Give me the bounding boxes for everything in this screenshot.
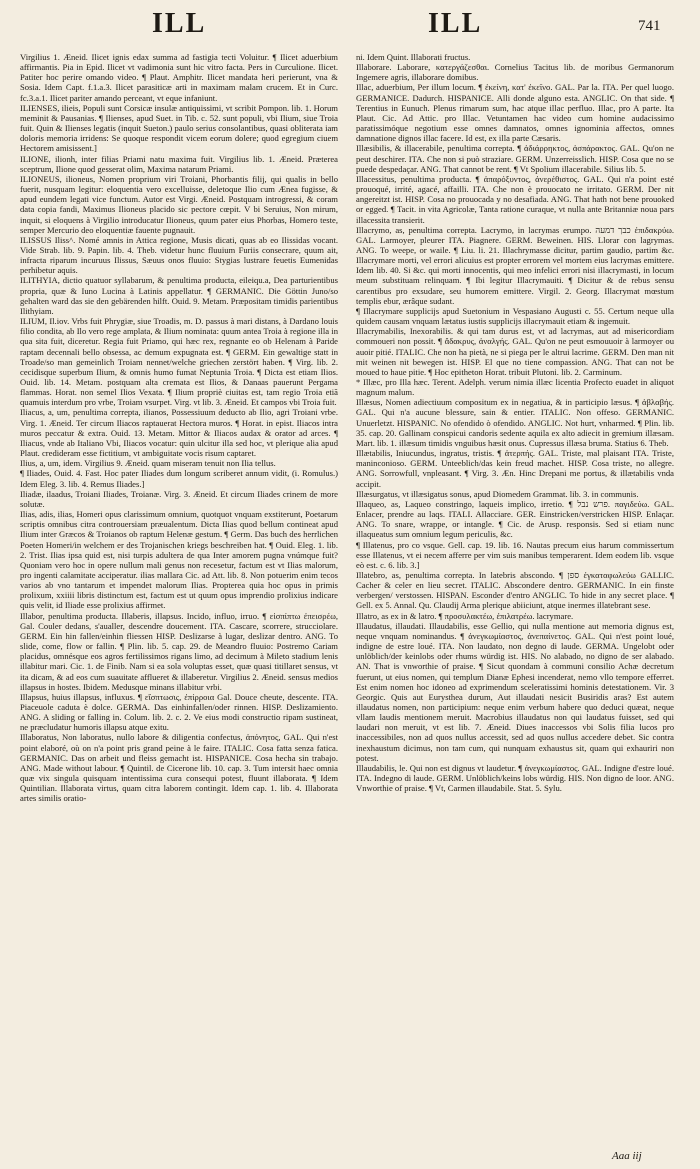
entry: ILIUM, Il.iov. Vrbs fuit Phrygiæ, siue Troadis, m. D. passus à mari distans, à Dardano louis filio condita, ab Ilo vero rege amplata, & Ilium nominata: quum antea Troia à regione illa in qua sita fuit, diceretur. Regia fuit Priamo, qui hæc rex, regnante eo ob Helenam à Paride raptam decennali bello obsessa, ac demum expugnata est. ¶ GERM. Ein gewaltige statt in Troade/so man gemeinlich Troiam nennet/welche griechen zerstört haben. ¶ Virg. lib. 2. cecidisque superbum Ilium, & omnis humo fumat Neptunia Troia. ¶ Dicta est etiam Ilios. Ouid. lib. 14. Metam. postquam alta cremata est Ilios, & Danaas pauerunt Pergama flammas. Horat. non semel Ilios Vexata. ¶ Ilium propriè ciuitas est, tam regio Troia etiã quamuis interdum pro vrbe, Troiam vsurpet. Virg. vt lib. 3. Æneid. Et campos vbi Troia fuit. bbox=[20, 316, 338, 408]
entry: ¶ Illatenus, pro co vsque. Gell. cap. 19. lib. 16. Nautas precum eius harum commissertum esse Illatenus, vt ei necem afferre per vim suis manibus temperarent. Idem eodem lib. vsque eò est. c. 6. lib. 3.] bbox=[356, 539, 674, 570]
entry: ILISSUS Iliss^. Nomé amnis in Attica regione, Musis dicati, quas ab eo Ilissidas vocant. Vide Strab. lib. 9. Papin. lib. 4. Theb. videtur hunc fluuium Furiis consecrare, quum ait, infracta riparum incuruus Ilissus, Sæuus onos fluuio: Stygias lustrare feuetis Eumenidas perhibetur aquis. bbox=[20, 234, 338, 276]
entry: Illæsibilis, & illacerabile, penultima correpta. ¶ ἀδιάρρηκτος, ἀσπάρακτος. GAL. Qu'on ne peut deschirer. ITA. Che non si può straziare. GERM. Unzerreisslich. HISP. Cosa que no se puede despedaçar. ANG. That cannot be rent. ¶ Vt Spolium illacerabile. Silius lib. 5. bbox=[356, 143, 674, 174]
running-head-right: ILL bbox=[428, 8, 483, 39]
entry: Ilius, a, um, idem. Virgilius 9. Æneid. quam miseram tenuit non Ilia tellus. bbox=[20, 458, 276, 469]
entry: Illapsus, huius illapsus, influxus. ¶ εἴσπτωσις, ἐπίρροια Gal. Douce cheute, descente. ITA. Piaceuole caduta è dolce. GERMA. Das einhinfallen/oder rinnen. HISP. Deslizamiento. ANG. A sliding or falling in. Colum. lib. 2. c. 2. Ve eius modi constructio ripam sustineat, ne præcludatur humoris illapsu atque exitu. bbox=[20, 691, 338, 733]
right-column bbox=[356, 52, 674, 1150]
entry: Illac, aduerbium, Per illum locum. ¶ ἐκείνη, κατ' ἐκεῖνο. GAL. Par la. ITA. Per quel luogo. GERMANICE. Dadurch. HISPANICE. Alli donde alguno esta. ANGLIC. On that side. ¶ Terentius in Eunuch. Plenus rimarum sum, hac atque illac perfluo. Illac, pro A parte. Ita Plaut. Cic. Ad Attic. pro Illac. Vetuntamen hac video cum homine audacissimo paratissimóque negotium esse omnes damnatos, omnes ignominia affectos, omnes damnatione dignos illac facere. Id est, ex illa parte Cæsaris. bbox=[356, 82, 674, 144]
entry: Virgilius 1. Æneid. Ilicet ignis edax summa ad fastigia tecti Voluitur. ¶ Ilicet aduerbium affirmantis. Pia in Epid. Ilicet vt vadimonia sunt hic vitro facta. Pers in Curculione. Ilicet. Patiter hoc perire omando video. ¶ Plaut. Amphitr. Ilicet mandata heri perierunt, vna & Sosia. Idem Capt. f.1.a.3. Ilicet parasiticæ arti in maximam malam crucem. Et in Curc. fc.3.a.1. Ilicet pariter amando perceant, vt eque infaniunt. bbox=[20, 52, 338, 103]
entry: Illætabilis, Iniucundus, ingratus, tristis. ¶ ἀτερπής. GAL. Triste, mal plaisant ITA. Triste, maninconioso. GERM. Unteeblich/das kein freud machet. HISP. Cosa triste, no allegre. ANG. Sorrowfull, vnpleasant. ¶ Virg. 3. Æn. Hinc Drepani me portus, & illætabilis vnda accipit. bbox=[356, 448, 674, 489]
entry: * Illæc, pro Illa hæc. Terent. Adelph. verum nimia illæc licentia Profecto euadet in aliquot magnum malum. bbox=[356, 377, 674, 398]
entry: ILIENSES, ilieis, Populi sunt Corsicæ insulæ antiquissimi, vt scribit Pompon. lib. 1. Horum meminit & Pausanias. ¶ Ilienses, apud Suet. in Tib. c. 52. sunt populi, vbi Ilium, siue Troia fuit. Quin & Ilienses legatis (inquit Sueton.) paulo serius consolantibus, quasi obliterata iam doloris memoria irridens: Se quoque respondit vicem eorum dolere; quod egregium ciuem Hectorem amisissent.] bbox=[20, 102, 338, 154]
entry: Illatebro, as, penultima correpta. In latebris abscondo. ¶ ספן ἐγκαταφωλεύω GALLIC. Cacher & celer en lieu secret. ITALIC. Abscondere dentro. GERMANIC. In ein finste verbergen/ verstossen. HISPAN. Esconder d'entro ANGLIC. To hide in any secret place. ¶ Gell. ex 5. Annal. Qu. Claudij Arma plerique abiiciunt, atque inermes illatebrant sese. bbox=[356, 569, 674, 611]
entry: ILIONE, ilionh, inter filias Priami natu maxima fuit. Virgilius lib. 1. Æneid. Præterea sceptrum, Ilione quod gesserat olim, Maxima natarum Priami. bbox=[20, 153, 338, 174]
entry: Illæsus, Nomen adiectiuum compositum ex in negatiua, & in participio læsus. ¶ ἀβλαβής. GAL. Qui n'a aucune blessure, sain & entier. ITALIC. Non offeso. GERMANIC. Unuerletzt. HISPANIC. No ofendido ò ofendido. ANGLIC. Not hurt, vnharmed. ¶ Plin. lib. 35. cap. 20. Gallinam conspicui candoris sedente aquila ex alto adiecit in gremium illæsam. Mart. lib. 1. illæsum timidis vnguibus hæsit onus. Cupressus illæsa bruma. Statius 6. Theb. bbox=[356, 397, 674, 448]
running-head bbox=[0, 4, 700, 44]
entry: Illæsurgatus, vt illæsigatus sonus, apud Diomedem Grammat. lib. 3. in communis. bbox=[356, 488, 639, 499]
entry: ¶ Iliades, Ouid. 4. Fast. Hoc pater Iliades dum longum scriberet annum vidit, (i. Romulus.) Idem Eleg. 3. lib. 4. Remus Iliades.] bbox=[20, 468, 338, 489]
entry: Iliacus, a, um, penultima correpta, ilianos, Possessiuum deducto ab Ilio, agri Troiani vrbe. Virg. 1. Æneid. Ter circum Iliacos raptauerat Hectora muros. ¶ Horat. in epist. Iliacos intra muros peccatur & extra. Ouid. 13. Metam. Mittor & Iliacos audax & orator ad arces. ¶ Iliacus, vnde ab Italiano Vbi, Iliacos vocatur: quin ulcitur illa sed hoc, vt plerique alia apud Plaut. credideram esse fictitium, vt ambiguitate vocis risum captaret. bbox=[20, 407, 338, 459]
entry: Illatro, as ex in & latro. ¶ προσυλακτέω, ἐπιλατρέω. lacrymare. bbox=[356, 610, 574, 621]
entry: ni. Idem Quint. Illaborati fructus. bbox=[356, 52, 471, 62]
entry: Illaboratus, Non laboratus, nullo labore & diligentia confectus, ἀπόνητος, GAL. Qui n'est point elaboré, où on n'a point pris grand peine à le faire. ITALIC. Cosa fatta senza fatica. GERMANIC. Das on arbeit und fleiss gemacht ist. HISPANICE. Cosa hecha sin trabajo. ANG. Made without labour. ¶ Quintil. de Cicerone lib. 10. cap. 3. Tum intersit haec omnia quæ vix singula quisquam intentissima cura consequi potest, fluunt illaborata. ¶ Idem Quintilian. Illaborata virtus, quam citra laborem contingit. Idem cap. 1. lib. 4. Illaborata artes similis oratio- bbox=[20, 732, 338, 804]
entry: Illaborare. Laborare, κατεργάζεσθαι. Cornelius Tacitus lib. de moribus Germanorum Ingemere agris, illaborare domibus. bbox=[356, 62, 674, 83]
entry: Illaudatus, illaudati. Illaudabilis, esse Gellio, qui nulla mentione aut memoria dignus est, neque vnquam nominandus. ¶ ἀνεγκωμίαστος, ἀνεπαίνετος. GAL. Qui n'est point loué, indigne de estre loué. ITA. Non laudato, non degno di laude. GERMA. Ungelobt oder unlöblich/der keinlobs oder rhums würdig ist. HIS. No alabado, no digno de ser alabado. AN. That is vnworthie of praise. ¶ Sicut quondam à communi consilio Achæ decretum fuerunt, ut eius nomen, qui templum Dianæ Ephesi incenderat, nemo vllo tempore efferret. Est enim nomen hoc idoneo ad exprimendum sceleratissimi hominis detestationem. Vir. 3 Georgic. Quis aut Eurysthea durum, Aut illaudati nesicit Busiridis aras? Est autem illaudatus nomen, non participium: neque enim verbum habere quo deduci quæat, neque vllam laudis mentionem meruit. Macrobius illaudatus non qui laudatus fuisset, sed qui laudari non meruit, vt est lib. 7. Æneid. Diues inaccessos vbi Solis filia lucos pro inaccessibiles, non ad quos nullus accessit, sed ad quos nullus accedere debet. Sic contra inexhaustum dicimus, non tam cum, qui nunquam exhaustus sit, quam qui exhauriri non potest. bbox=[356, 620, 674, 763]
entry: Illacessitus, penultima producta. ¶ ἀπαρόξυντος, ἀνερέθιστος. GAL. Qui n'a point esté prouoqué, irrité, agacé, affailli. ITA. Che non è prouocato ne irritato. GERM. Der nit angereitzt ist. HISP. Cosa no prouocada y no desafiada. ANG. That hath not bene prouoked or egged. ¶ Tacit. in vita Agricolæ, Tanta ratione curaque, vt nulla ante Britanniæ noua pars illacessita transierit. bbox=[356, 173, 674, 225]
signature-mark: Aaa iij bbox=[612, 1150, 642, 1162]
entry: ¶ Illacrymare supplicijs apud Suetonium in Vespasiano Augusti c. 55. Certum neque ulla quidem causam vnquam lætatus iustis supplicijs illacrymauit etiam & ingemuit. bbox=[356, 305, 674, 327]
entry: Illacrymo, as, penultima correpta. Lacrymo, in lacrymas erumpo. כבך דמעה ἐπιδακρύω. GAL. Larmoyer, pleurer ITA. Piagnere. GERM. Beweinen. HIS. Llorar con lagrymas. ANG. To weepe, or waile. ¶ Liu. li. 21. Illachrymasse dicitur, partim gaudio, partim &c. Illacrymare morti, vel errori alicuius est propter errorem vel mortem eius lacrymas emittere. Idem lib. 40. Si &c. qui morti innocentis, qui meo infelici errori nisi illacrymasti, in locum meum substituam relinquam. ¶ Ibi legitur Illacrymauiti. ¶ Dicitur & de rebus sensu carentibus pro exsudare, seu humorem emittere. Virgil. 2. Georg. Illacrymat mœstum templis ebur, ærâque sudant. bbox=[356, 224, 674, 306]
entry: Illaudabilis, le. Qui non est dignus vt laudetur. ¶ ἀνεγκωμίαστος. GAL. Indigne d'estre loué. ITA. Indegno di laude. GERM. Unlöblich/keins lobs würdig. HIS. Non digno de loor. ANG. Vnworthie of praise. ¶ Vt, Carmen illaudabile. Stat. 5. Sylu. bbox=[356, 762, 674, 794]
running-head-left: ILL bbox=[152, 8, 207, 39]
page-number: 741 bbox=[638, 18, 661, 34]
entry: Illaqueo, as, Laqueo constringo, laqueis implico, irretio. ¶ פרש נבל. παγιδεύω. GAL. Enlacer, prendre au laqs. ITALI. Allacciare. GER. Einstricken/verstricken HISP. Enlaçar. ANG. To snare, wrappe, or intangle. ¶ Cic. de Arusp. responsis. Sed si etiam nunc illaqueatus sum omnium legum periculis, &c. bbox=[356, 498, 674, 540]
left-column bbox=[20, 52, 338, 1150]
entry: ILIONEUS, ilioneus, Nomen proprium viri Troiani, Phorbantis filij, qui qualis in bello fuerit, nusquam legitur: eloquentia vero excelluisse, deletoque Ilio cum Ænea fugisse, & apud eundem legati vice functum. Autor est Virgi. Æneid. Postquam introgressi, & coram data copia fandi, Maximus Ilioneus placido sic pectore cœpit. V bi Seruius, Non mirum, inquit, si eloquens à Virgilio introducatur Ilioneus, quum pater eius Phorbas, Homero teste, semper Mercurio deo eloquentiæ fauente pugnauit. bbox=[20, 173, 338, 235]
entry: Illacrymabilis, Inexorabilis. & qui tam durus est, vt ad lacrymas, aut ad misericordiam commoueri non possit. ¶ ἄδακρυς, ἀναλγής. GAL. Qu'on ne peut esmouuoir à larmoyer ou auoir pitié. ITALIC. Che non ha pietà, ne si piega per le altrui lacrime. GERM. Den man nit mit weinen nit bewegen ist. HISP. El que no tiene compassion. ANG. That can not be moued to haue pitie. ¶ Hoc epitheton Horat. tribuit Plutoni. lib. 2. Carminum. bbox=[356, 326, 674, 377]
entry: ILITHYIA, dictio quatuor syllabarum, & penultima producta, eileiqu.a, Dea parturientibus propria, quæ & Iuno Lucina à Latinis appellatur. ¶ GERMANIC. Die Göttin Juno/so gehalten ward das sie den gebärenden hilft. Ouid. 9. Metam. Præpositam timidis parientibus Ilithyiam. bbox=[20, 275, 338, 316]
entry: Illabor, penultima producta. Illaberis, illapsus. Incido, influo, irruo. ¶ εἰσπίπτω ἐπεισρέω, Gal. Couler dedans, s'aualler, descendre doucement. ITA. Cascare, scorrere, strucciolare. GERM. Ein hin fallen/einhin fliessen HISP. Deslizarse à lugar, deslizar dentro. ANG. To slide, come, flow or fallin. ¶ Plin. lib. 5. cap. 29. de Meandro fluuio: Postremo Cariam placidus, omnésque eos agros fertilissimos rigans limo, ad decimum à Mileto stadium lenis illabitur mari. Cic. 1. de Finib. Nam si ea sola voluptas esset, quæ quasi titillaret sensus, vt ita dicam, & ad eos cum suauitate afflueret & illaberetur. Virgilius 2. Æneid. sensus medios illapsus in hostes. Ibidem. Medusque minans illabitur vrbi. bbox=[20, 610, 338, 692]
entry: Iliadæ, ilaadus, Troiani Iliades, Troianæ. Virg. 3. Æneid. Et circum Iliades crinem de more solutæ. bbox=[20, 488, 338, 509]
entry: Ilias, adis, ilias, Homeri opus clarissimum omnium, quotquot vnquam exstiterunt, Poetarum scriptis omnibus citra controuersiam præualentum. Dicta Ilias quod bellum contineat apud Ilium inter Græcos & Troianos ob raptum Helenæ gestum. ¶ Germ. Das buch des herrlichen Poeten Homeri/in welchem er des Trojanischen kriegs beschreiben hat. ¶ Ouid. Eleg. 1. lib. 2. Trist. Ilias ipsa quid est, nisi turpis adultera de qua Inter amorem pugna vnúmque fuit? Quoniam vero hoc in opere nullum mali genus non recesetur, factum est vt Ilias malorum, pro ingenti calamitate acciperatur. ilias mallara Cic. ad Att. lib. 8. Non potuerim enim tecos varios ab vno tantarum et impendet malorum Ilias. Propterea quia hoc opus in primis prolixum, xxiiii libris distinctum est, factum est ut quum opus imprendio prolixius indicare quis velit, id Iliade esse prolixius affirmet. bbox=[20, 509, 338, 611]
